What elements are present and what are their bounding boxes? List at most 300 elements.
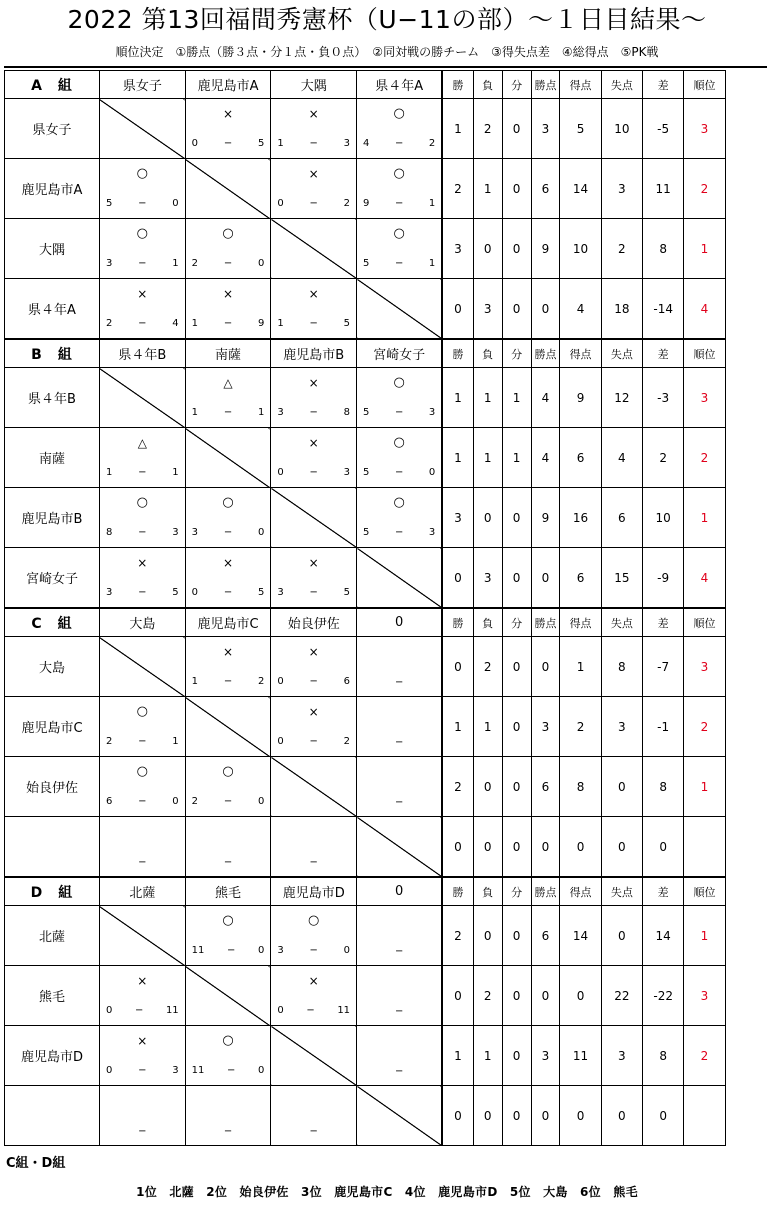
score-for: 0 <box>191 138 199 149</box>
score-dash: − <box>138 467 147 478</box>
final-ranking-summary: 1位 北薩 2位 始良伊佐 3位 鹿児島市C 4位 鹿児島市D 5位 大島 6位 熊毛 <box>136 1185 638 1199</box>
result-mark: ○ <box>393 495 405 510</box>
score-for: 5 <box>363 258 370 269</box>
team-row <box>5 368 767 428</box>
stat-header: 得点 <box>560 340 601 368</box>
match-score <box>192 587 265 599</box>
no-match-dash: − <box>309 857 318 868</box>
team-name: 県４年B <box>5 368 100 428</box>
stat-header: 分 <box>502 609 531 637</box>
stat-header: 勝 <box>442 609 473 637</box>
stat-header: 勝 <box>442 340 473 368</box>
team-stat: 3 <box>473 548 502 608</box>
result-mark: × <box>137 1034 148 1048</box>
group-header-row <box>5 609 767 637</box>
self-match-cell <box>185 428 271 488</box>
team-stat: 0 <box>473 757 502 817</box>
team-name: 鹿児島市B <box>5 488 100 548</box>
team-stat: 8 <box>643 219 684 279</box>
self-match-cell <box>271 757 357 817</box>
result-mark: ○ <box>393 166 405 181</box>
score-dash: − <box>227 945 236 956</box>
result-mark: × <box>222 556 234 570</box>
result-mark: ○ <box>393 375 405 390</box>
match-result-cell <box>357 428 443 488</box>
match-score <box>277 467 350 479</box>
score-against: 5 <box>343 587 351 598</box>
group-header-row <box>5 71 767 99</box>
team-rank: 1 <box>684 906 725 966</box>
match-score <box>277 138 350 150</box>
match-result-cell <box>357 966 443 1026</box>
score-for: 0 <box>277 736 284 747</box>
score-against: 2 <box>343 736 351 747</box>
team-stat: 2 <box>442 757 473 817</box>
no-match-dash: − <box>394 946 404 957</box>
match-result-cell <box>271 279 357 339</box>
match-score <box>363 138 435 150</box>
team-stat: 0 <box>531 966 560 1026</box>
match-result-cell <box>99 817 185 877</box>
team-name: 鹿児島市C <box>5 697 100 757</box>
match-result-cell <box>271 548 357 608</box>
score-for: 0 <box>105 1065 113 1076</box>
team-stat: -1 <box>643 697 684 757</box>
team-name: 鹿児島市A <box>5 159 100 219</box>
result-mark: △ <box>137 436 147 450</box>
stat-header: 差 <box>643 71 684 99</box>
team-stat: 0 <box>442 966 473 1026</box>
result-mark: × <box>308 167 319 181</box>
score-for: 3 <box>277 407 284 418</box>
team-name <box>5 817 100 877</box>
match-score <box>277 198 350 210</box>
score-against: 2 <box>257 676 265 687</box>
team-stat: 2 <box>643 428 684 488</box>
team-name: 南薩 <box>5 428 100 488</box>
result-mark: ○ <box>136 764 148 779</box>
score-against: 5 <box>343 318 351 329</box>
team-stat: 0 <box>601 906 642 966</box>
column-team-name: 鹿児島市C <box>185 609 271 637</box>
match-score <box>192 318 265 330</box>
stat-header: 差 <box>643 878 684 906</box>
group-table <box>4 608 767 877</box>
match-score <box>192 527 265 539</box>
team-stat: 3 <box>442 488 473 548</box>
team-stat: 0 <box>442 1086 473 1146</box>
group-tables <box>4 70 767 1146</box>
team-stat: 11 <box>643 159 684 219</box>
team-stat: 0 <box>643 817 684 877</box>
score-dash: − <box>306 1005 315 1016</box>
score-against: 0 <box>257 1065 265 1076</box>
match-result-cell <box>99 1086 185 1146</box>
column-team-name: 大隅 <box>271 71 357 99</box>
score-for: 8 <box>105 527 113 538</box>
score-for: 5 <box>105 198 113 209</box>
score-dash: − <box>309 198 318 209</box>
result-mark: × <box>222 287 234 301</box>
team-stat: 9 <box>531 488 560 548</box>
score-for: 0 <box>277 676 284 687</box>
team-row <box>5 548 767 608</box>
score-dash: − <box>138 318 147 329</box>
self-match-cell <box>99 99 185 159</box>
team-row <box>5 279 767 339</box>
team-name: 宮崎女子 <box>5 548 100 608</box>
score-dash: − <box>223 407 233 418</box>
match-result-cell <box>99 159 185 219</box>
stat-header: 負 <box>473 609 502 637</box>
team-stat: 0 <box>502 159 531 219</box>
team-stat: 0 <box>502 488 531 548</box>
stat-header: 順位 <box>684 340 725 368</box>
score-for: 3 <box>105 587 113 598</box>
self-match-cell <box>99 637 185 697</box>
score-for: 2 <box>105 318 113 329</box>
self-match-cell <box>271 1026 357 1086</box>
score-against: 0 <box>172 198 179 209</box>
score-against: 9 <box>257 318 265 329</box>
match-result-cell <box>357 219 443 279</box>
team-stat: 3 <box>531 697 560 757</box>
match-score <box>363 527 435 539</box>
score-against: 11 <box>337 1005 351 1016</box>
match-score <box>277 407 350 419</box>
score-against: 3 <box>428 407 436 418</box>
score-dash: − <box>394 407 404 418</box>
stat-header: 失点 <box>601 609 642 637</box>
ranking-rules: 順位決定 ①勝点（勝３点・分１点・負０点） ②同対戦の勝チーム ③得失点差 ④総得点 ⑤PK戦 <box>115 45 659 59</box>
match-result-cell <box>357 697 443 757</box>
team-stat: 0 <box>502 906 531 966</box>
team-stat: 22 <box>601 966 642 1026</box>
team-stat: 0 <box>502 966 531 1026</box>
team-stat: 2 <box>560 697 601 757</box>
group-name: B 組 <box>5 340 100 368</box>
result-mark: ○ <box>136 226 148 241</box>
team-stat: 11 <box>560 1026 601 1086</box>
team-stat: 6 <box>560 428 601 488</box>
team-rank: 4 <box>684 279 725 339</box>
match-score <box>106 318 179 330</box>
stat-header: 分 <box>502 340 531 368</box>
column-team-name: 鹿児島市A <box>185 71 271 99</box>
team-stat: 0 <box>531 637 560 697</box>
match-score <box>363 467 435 479</box>
team-stat: 0 <box>473 488 502 548</box>
team-row <box>5 697 767 757</box>
team-stat: -5 <box>643 99 684 159</box>
team-rank: 1 <box>684 757 725 817</box>
match-score <box>277 945 350 957</box>
match-result-cell <box>357 637 443 697</box>
match-result-cell <box>99 428 185 488</box>
score-for: 1 <box>277 138 284 149</box>
team-rank: 3 <box>684 368 725 428</box>
stat-header: 失点 <box>601 878 642 906</box>
team-stat: 0 <box>560 817 601 877</box>
team-stat: 2 <box>442 159 473 219</box>
column-team-name: 鹿児島市D <box>271 878 357 906</box>
team-row <box>5 817 767 877</box>
team-rank: 2 <box>684 428 725 488</box>
score-for: 1 <box>191 318 199 329</box>
team-stat: 1 <box>473 1026 502 1086</box>
result-mark: × <box>308 436 319 450</box>
team-name: 熊毛 <box>5 966 100 1026</box>
team-stat: 2 <box>442 906 473 966</box>
score-dash: − <box>223 527 233 538</box>
match-result-cell <box>271 368 357 428</box>
score-for: 0 <box>191 587 199 598</box>
stat-header: 勝点 <box>531 340 560 368</box>
score-for: 1 <box>191 676 199 687</box>
match-result-cell <box>271 966 357 1026</box>
team-name: 始良伊佐 <box>5 757 100 817</box>
team-stat: 4 <box>601 428 642 488</box>
match-score <box>106 736 179 748</box>
result-mark: ○ <box>136 704 148 719</box>
score-against: 0 <box>257 945 265 956</box>
team-stat: 0 <box>473 906 502 966</box>
match-score <box>106 258 179 270</box>
score-against: 1 <box>172 467 179 478</box>
match-result-cell <box>185 99 271 159</box>
stat-header: 勝点 <box>531 71 560 99</box>
result-mark: ○ <box>136 495 148 510</box>
result-mark: × <box>308 287 319 301</box>
self-match-cell <box>271 219 357 279</box>
team-stat: 0 <box>502 99 531 159</box>
team-stat: 1 <box>473 428 502 488</box>
team-stat: 8 <box>601 637 642 697</box>
stat-header: 負 <box>473 340 502 368</box>
team-stat: 3 <box>601 159 642 219</box>
result-mark: ○ <box>222 226 234 241</box>
result-mark: ○ <box>222 495 234 510</box>
team-stat: 3 <box>473 279 502 339</box>
score-against: 0 <box>172 796 179 807</box>
team-stat: 14 <box>560 159 601 219</box>
column-team-name: 0 <box>357 609 443 637</box>
result-mark: × <box>308 556 319 570</box>
team-stat: 0 <box>601 1086 642 1146</box>
no-match-dash: − <box>394 1006 404 1017</box>
score-dash: − <box>138 198 147 209</box>
match-result-cell <box>185 368 271 428</box>
team-row <box>5 1026 767 1086</box>
summary-label: C組・D組 <box>6 1156 66 1171</box>
team-row <box>5 159 767 219</box>
team-rank <box>684 817 725 877</box>
score-against: 3 <box>343 467 351 478</box>
team-stat: -22 <box>643 966 684 1026</box>
stat-header: 負 <box>473 71 502 99</box>
score-for: 5 <box>363 527 370 538</box>
team-stat: 3 <box>601 1026 642 1086</box>
team-stat: -7 <box>643 637 684 697</box>
match-score <box>192 1065 265 1077</box>
match-score <box>363 198 435 210</box>
team-row <box>5 637 767 697</box>
match-result-cell <box>99 757 185 817</box>
score-against: 0 <box>428 467 436 478</box>
match-score <box>106 1065 179 1077</box>
score-dash: − <box>138 587 147 598</box>
result-mark: ○ <box>136 166 148 181</box>
match-result-cell <box>185 488 271 548</box>
team-row <box>5 1086 767 1146</box>
match-result-cell <box>271 697 357 757</box>
team-rank: 4 <box>684 548 725 608</box>
result-mark: × <box>308 107 319 121</box>
team-name: 北薩 <box>5 906 100 966</box>
score-dash: − <box>394 527 404 538</box>
match-result-cell <box>185 637 271 697</box>
self-match-cell <box>185 697 271 757</box>
match-result-cell <box>271 159 357 219</box>
score-against: 0 <box>257 796 265 807</box>
stat-header: 得点 <box>560 71 601 99</box>
team-stat: 6 <box>601 488 642 548</box>
team-stat: 16 <box>560 488 601 548</box>
stat-header: 失点 <box>601 71 642 99</box>
match-score <box>192 796 265 808</box>
score-dash: − <box>138 796 147 807</box>
self-match-cell <box>271 488 357 548</box>
team-rank: 3 <box>684 99 725 159</box>
team-stat: 6 <box>531 906 560 966</box>
team-rank <box>684 1086 725 1146</box>
team-rank: 2 <box>684 159 725 219</box>
score-against: 0 <box>257 527 265 538</box>
column-team-name: 宮崎女子 <box>357 340 443 368</box>
match-score <box>277 1005 350 1017</box>
score-dash: − <box>227 1065 236 1076</box>
score-dash: − <box>309 587 318 598</box>
score-dash: − <box>394 198 404 209</box>
team-stat: 3 <box>601 697 642 757</box>
team-row <box>5 906 767 966</box>
team-row <box>5 966 767 1026</box>
score-dash: − <box>309 138 318 149</box>
score-for: 0 <box>277 198 284 209</box>
team-stat: 0 <box>502 1026 531 1086</box>
result-mark: ○ <box>222 913 234 928</box>
match-score <box>106 467 179 479</box>
score-for: 1 <box>277 318 284 329</box>
match-score <box>106 198 179 210</box>
no-match-dash: − <box>309 1126 318 1137</box>
score-dash: − <box>223 318 233 329</box>
score-for: 3 <box>277 945 284 956</box>
match-result-cell <box>271 637 357 697</box>
team-stat: 1 <box>560 637 601 697</box>
score-for: 11 <box>191 945 205 956</box>
match-result-cell <box>271 817 357 877</box>
score-against: 5 <box>172 587 179 598</box>
match-score <box>192 407 265 419</box>
self-match-cell <box>185 159 271 219</box>
team-stat: 15 <box>601 548 642 608</box>
score-against: 1 <box>172 736 179 747</box>
team-stat: 2 <box>601 219 642 279</box>
score-for: 11 <box>191 1065 205 1076</box>
group-table <box>4 339 767 608</box>
team-stat: 0 <box>473 817 502 877</box>
score-for: 9 <box>363 198 370 209</box>
team-stat: 0 <box>560 966 601 1026</box>
score-dash: − <box>138 258 147 269</box>
top-rule <box>4 66 767 68</box>
match-result-cell <box>99 548 185 608</box>
match-result-cell <box>357 368 443 428</box>
team-stat: 1 <box>502 428 531 488</box>
team-stat: 1 <box>473 368 502 428</box>
group-name: C 組 <box>5 609 100 637</box>
score-dash: − <box>138 1065 147 1076</box>
team-stat: 0 <box>502 757 531 817</box>
stat-header: 勝点 <box>531 609 560 637</box>
stat-header: 勝 <box>442 71 473 99</box>
stat-header: 分 <box>502 878 531 906</box>
stat-header: 差 <box>643 340 684 368</box>
team-stat: 0 <box>560 1086 601 1146</box>
team-stat: 14 <box>560 906 601 966</box>
team-stat: 10 <box>601 99 642 159</box>
match-score <box>363 407 435 419</box>
match-result-cell <box>185 548 271 608</box>
team-stat: 1 <box>473 159 502 219</box>
score-for: 2 <box>191 796 199 807</box>
self-match-cell <box>357 1086 443 1146</box>
team-stat: 4 <box>531 368 560 428</box>
team-rank: 1 <box>684 219 725 279</box>
no-match-dash: − <box>394 737 404 748</box>
column-team-name: 鹿児島市B <box>271 340 357 368</box>
score-for: 0 <box>277 467 284 478</box>
score-for: 2 <box>105 736 113 747</box>
score-against: 1 <box>172 258 179 269</box>
team-stat: 9 <box>560 368 601 428</box>
score-dash: − <box>394 467 404 478</box>
score-for: 4 <box>363 138 370 149</box>
match-result-cell <box>357 99 443 159</box>
team-stat: 1 <box>473 697 502 757</box>
result-mark: × <box>222 107 234 121</box>
team-stat: 0 <box>502 697 531 757</box>
column-team-name: 熊毛 <box>185 878 271 906</box>
score-against: 4 <box>172 318 179 329</box>
team-stat: 0 <box>442 279 473 339</box>
team-stat: 0 <box>502 219 531 279</box>
team-stat: 8 <box>643 757 684 817</box>
self-match-cell <box>99 368 185 428</box>
score-dash: − <box>223 258 233 269</box>
match-score <box>192 138 265 150</box>
result-mark: ○ <box>393 226 405 241</box>
result-mark: ○ <box>308 913 320 928</box>
column-team-name: 始良伊佐 <box>271 609 357 637</box>
team-stat: 0 <box>502 637 531 697</box>
match-result-cell <box>185 279 271 339</box>
score-dash: − <box>394 258 404 269</box>
score-against: 3 <box>172 1065 179 1076</box>
team-name: 県女子 <box>5 99 100 159</box>
team-rank: 3 <box>684 637 725 697</box>
